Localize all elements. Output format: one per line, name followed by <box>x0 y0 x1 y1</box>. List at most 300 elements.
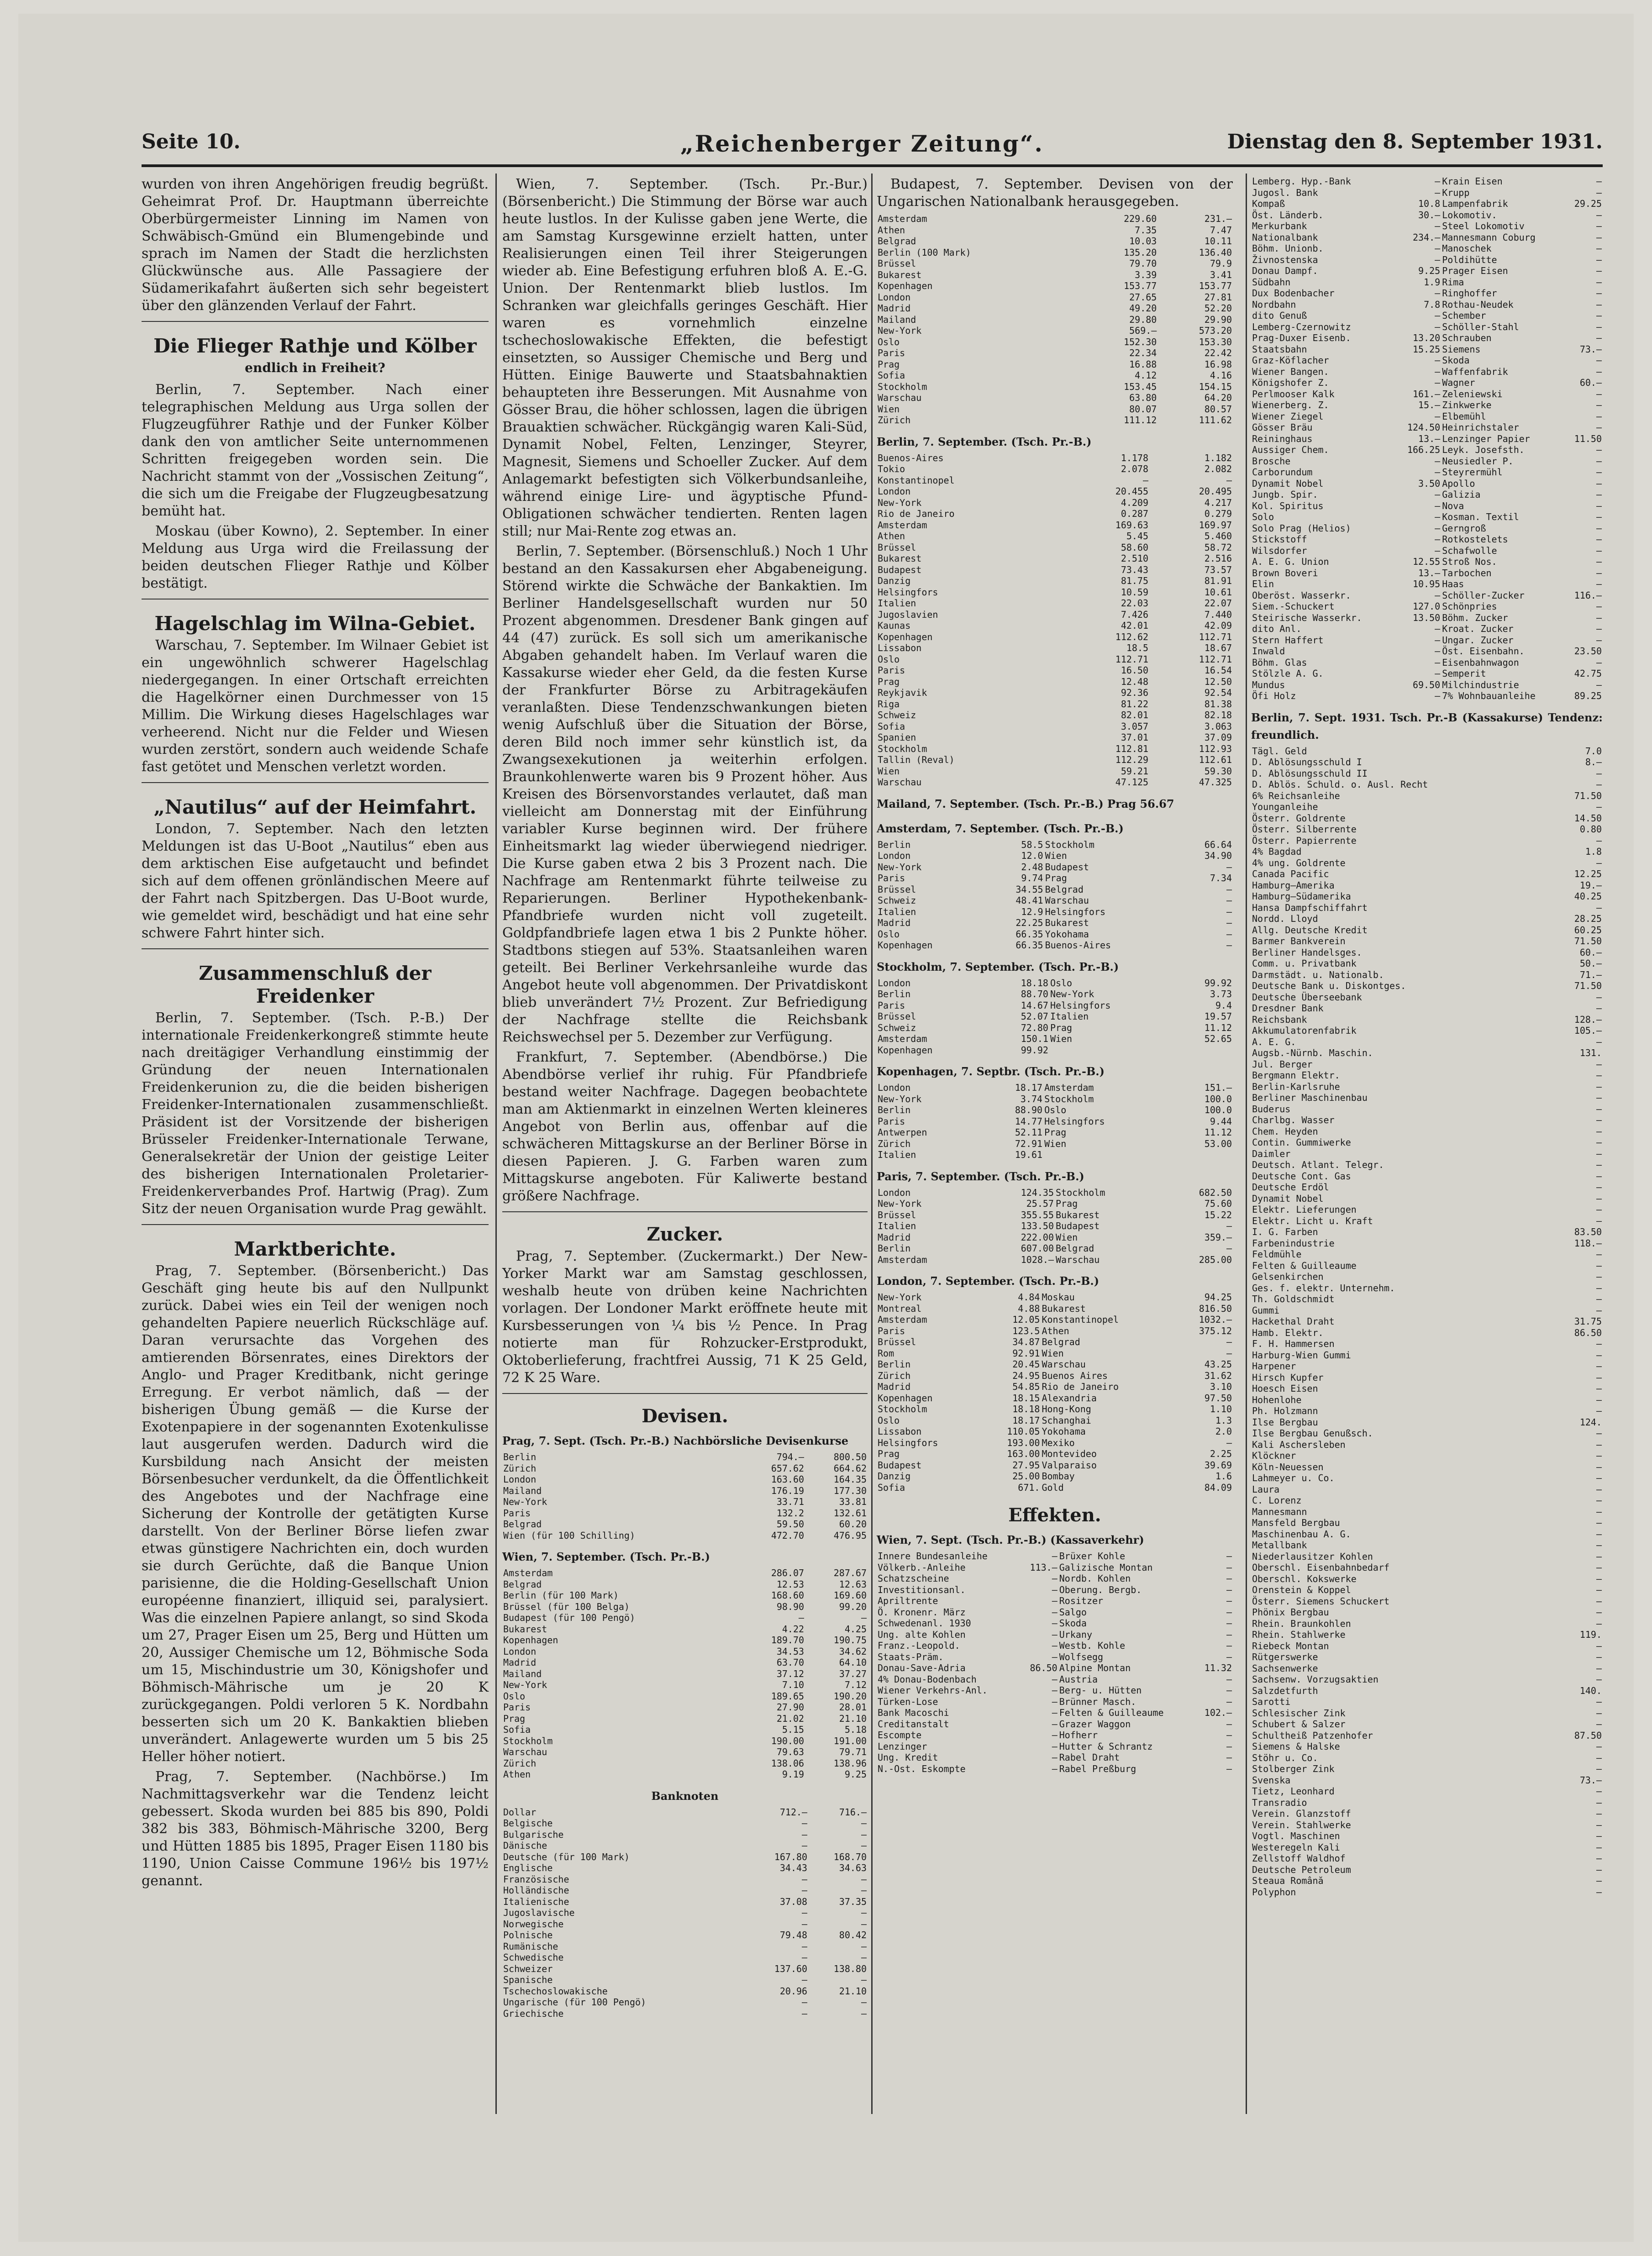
table-cell: Schember <box>1442 310 1486 321</box>
table-cell: D. Ablösungsschuld II <box>1252 768 1368 779</box>
column-2 <box>502 176 868 2019</box>
table-cell: 18.17 <box>1015 1082 1043 1093</box>
table-cell: 73.43 <box>1121 564 1149 575</box>
table-row <box>877 1359 1233 1370</box>
table-cell: 18.18 <box>1012 1404 1040 1415</box>
table-row <box>502 1930 868 1941</box>
table-row <box>1251 668 1603 679</box>
table-cell: Creditanstalt <box>878 1718 949 1730</box>
table-cell: 573.20 <box>1199 325 1232 336</box>
column-divider <box>495 174 497 2114</box>
table-cell: Berlin <box>503 1451 537 1462</box>
table-row <box>877 486 1233 497</box>
table-cell: — <box>1226 1437 1232 1448</box>
table-cell: Kompaß <box>1252 198 1285 209</box>
table-cell: Zeleniewski <box>1442 388 1503 400</box>
table-cell: 22.25 <box>1015 917 1043 928</box>
table-row <box>877 542 1233 553</box>
table-cell: Prag <box>878 1448 900 1459</box>
table-row <box>1251 612 1603 624</box>
table-cell: 4.25 <box>844 1623 867 1635</box>
table-cell: Haas <box>1442 578 1464 589</box>
table-row <box>502 1646 868 1657</box>
table-cell: Rothau-Neudek <box>1442 299 1514 310</box>
section-title-effekten: Effekten. <box>1008 1504 1101 1526</box>
table-cell: Stockholm <box>1055 1187 1105 1198</box>
table-row <box>1251 556 1603 568</box>
table-cell: 66.64 <box>1204 839 1232 850</box>
table-devisen-prag <box>502 1451 868 1541</box>
table-cell: — <box>1435 366 1441 377</box>
table-row <box>502 1724 868 1735</box>
table-cell: Hong-Kong <box>1042 1404 1091 1415</box>
table-cell: Aussiger Chem. <box>1252 444 1329 455</box>
table-cell: — <box>1596 467 1602 478</box>
table-cell: Rima <box>1442 276 1464 288</box>
table-cell: — <box>1596 243 1602 254</box>
table-cell: Prag <box>878 676 900 687</box>
table-cell: 92.54 <box>1204 687 1232 698</box>
table-cell: Italien <box>878 1220 916 1231</box>
table-cell: Verein. Stahlwerke <box>1252 1819 1351 1830</box>
table-cell: — <box>1596 556 1602 567</box>
table-cell: Bukarest <box>503 1623 547 1635</box>
table-row <box>877 1336 1233 1348</box>
table-cell: 12.50 <box>1204 676 1232 687</box>
table-cell: Brüssel <box>878 258 916 269</box>
table-cell: 15.25 <box>1412 343 1441 355</box>
table-cell: Amsterdam <box>878 213 927 224</box>
table-cell: 0.287 <box>1121 508 1149 519</box>
table-cell: Galizische Montan <box>1059 1562 1153 1573</box>
table-cell: 7.35 <box>1135 224 1157 236</box>
table-cell: 58.72 <box>1204 542 1232 553</box>
table-cell: 138.96 <box>833 1757 867 1769</box>
table-cell: 12.25 <box>1574 868 1602 879</box>
table-row <box>502 1941 868 1952</box>
table-cell: 52.11 <box>1015 1127 1043 1138</box>
table-row <box>1251 321 1603 333</box>
table-row <box>877 404 1233 415</box>
table-cell: Staats-Präm. <box>878 1651 944 1662</box>
table-cell: Oslo <box>878 336 900 347</box>
table-cell: — <box>1596 1696 1602 1707</box>
table-cell: dito Anl. <box>1252 623 1302 634</box>
table-cell: 18.17 <box>1012 1415 1040 1426</box>
table-cell: 153.30 <box>1199 336 1232 347</box>
table-cell: 10.59 <box>1121 586 1149 598</box>
table-cell: Kopenhagen <box>878 1044 933 1056</box>
table-cell: Belgrad <box>503 1519 542 1530</box>
table-cell: 20.495 <box>1199 486 1232 497</box>
table-cell: 66.35 <box>1015 928 1043 940</box>
table-cell: Wien <box>1050 1033 1073 1044</box>
table-cell: 10.11 <box>1204 236 1232 247</box>
table-cell: — <box>1596 209 1602 221</box>
table-cell: Elbemühl <box>1442 410 1486 422</box>
table-cell: — <box>1596 332 1602 343</box>
table-cell: Th. Goldschmidt <box>1252 1294 1335 1304</box>
table-row <box>877 665 1233 676</box>
table-cell: 164.35 <box>833 1474 867 1485</box>
table-cell: Paris <box>878 999 905 1011</box>
table-cell: Madrid <box>503 1657 537 1668</box>
table-cell: Amsterdam <box>878 1254 927 1265</box>
table-cell: — <box>1596 1584 1602 1595</box>
table-cell: — <box>1596 1058 1602 1070</box>
table-cell: 111.12 <box>1124 415 1157 426</box>
table-cell: Budapest <box>878 564 922 575</box>
table-berlin-kassakurse <box>1251 746 1603 1898</box>
table-row <box>1251 467 1603 478</box>
table-cell: — <box>1596 1372 1602 1383</box>
table-cell: New-York <box>878 325 922 336</box>
table-cell: 716.— <box>839 1806 867 1818</box>
table-row <box>1251 545 1603 557</box>
table-row <box>502 1679 868 1691</box>
table-cell: 4% Bagdad <box>1252 846 1302 857</box>
table-cell: A. E. G. Union <box>1252 556 1329 567</box>
table-row <box>502 1567 868 1579</box>
table-cell: 167.80 <box>774 1851 808 1862</box>
table-cell: 119. <box>1579 1629 1602 1640</box>
table-cell: Hutter & Schrantz <box>1059 1741 1153 1752</box>
table-cell: — <box>1435 288 1441 299</box>
table-row <box>1251 1305 1603 1316</box>
table-cell: Oberschl. Eisenbahnbedarf <box>1252 1562 1390 1573</box>
table-cell: Ph. Holzmann <box>1252 1405 1318 1416</box>
table-cell: 84.09 <box>1204 1482 1232 1493</box>
table-cell: Helsingfors <box>1050 999 1111 1011</box>
table-cell: 50.— <box>1579 958 1602 969</box>
table-cell: 1.182 <box>1204 452 1232 463</box>
table-cell: Manoschek <box>1442 243 1492 254</box>
table-cell: 63.80 <box>1129 392 1157 403</box>
table-cell: — <box>1435 355 1441 366</box>
table-cell: Bukarest <box>1045 917 1089 928</box>
table-berlin <box>877 452 1233 788</box>
table-row <box>877 1022 1233 1034</box>
table-row <box>1251 857 1603 869</box>
table-cell: Italien <box>878 598 916 609</box>
table-row <box>1251 1036 1603 1048</box>
table-row <box>1251 221 1603 232</box>
table-cell: 153.77 <box>1124 280 1157 291</box>
table-cell: Bukarest <box>1055 1209 1100 1220</box>
table-cell: Perlmooser Kalk <box>1252 388 1335 400</box>
table-row <box>877 587 1233 598</box>
table-row <box>877 721 1233 732</box>
table-cell: Bombay <box>1042 1471 1075 1482</box>
table-row <box>877 687 1233 699</box>
table-cell: Skoda <box>1059 1618 1087 1629</box>
table-cell: 18.18 <box>1021 977 1048 989</box>
table-cell: — <box>1052 1551 1057 1562</box>
table-row <box>1251 1584 1603 1596</box>
table-row <box>1251 590 1603 601</box>
table-cell: — <box>1435 455 1441 467</box>
table-cell: 177.30 <box>833 1485 867 1496</box>
table-cell: Ges. f. elektr. Unternehm. <box>1252 1282 1395 1294</box>
table-cell: 37.35 <box>839 1896 867 1907</box>
table-cell: Moskau <box>1042 1292 1075 1303</box>
table-row <box>1251 1517 1603 1529</box>
table-cell: 10.8 <box>1418 198 1441 209</box>
table-row <box>877 508 1233 520</box>
table-cell: Berlin-Karlsruhe <box>1252 1081 1340 1092</box>
table-cell: — <box>861 1612 867 1623</box>
table-row <box>877 654 1233 665</box>
table-row <box>877 1116 1233 1127</box>
table-cell: Contin. Gummiwerke <box>1252 1137 1351 1148</box>
table-cell: Salgo <box>1059 1606 1087 1618</box>
table-cell: 92.91 <box>1012 1347 1040 1359</box>
table-cell: — <box>802 1829 808 1840</box>
table-cell: 657.62 <box>771 1462 805 1474</box>
table-cell: Wienerberg. Z. <box>1252 400 1329 410</box>
table-paris <box>877 1187 1233 1266</box>
table-cell: Mannesmann Coburg <box>1442 231 1536 243</box>
table-cell: 375.12 <box>1199 1325 1232 1336</box>
table-cell: — <box>1226 1730 1232 1741</box>
table-cell: — <box>1596 1405 1602 1416</box>
table-row <box>1251 1405 1603 1417</box>
table-cell: — <box>1596 221 1602 231</box>
table-cell: Lissabon <box>878 1426 922 1437</box>
table-cell: Dollar <box>503 1806 537 1818</box>
table-cell: Dux Bodenbacher <box>1252 288 1335 299</box>
table-cell: Niederlausitzer Kohlen <box>1252 1551 1373 1562</box>
table-cell: — <box>1596 902 1602 913</box>
table-effekten-wien <box>877 1551 1233 1774</box>
table-cell <box>1174 1045 1233 1056</box>
table-cell: 3.10 <box>1210 1381 1232 1392</box>
table-row <box>1251 992 1603 1003</box>
table-row <box>1251 1294 1603 1305</box>
newspaper-page <box>18 14 1634 2242</box>
table-cell: Elektr. Licht u. Kraft <box>1252 1215 1373 1226</box>
table-cell: 110.05 <box>1007 1426 1040 1437</box>
table-cell: Stroß Nos. <box>1442 556 1497 567</box>
table-row <box>1251 779 1603 790</box>
table-row <box>1251 768 1603 779</box>
table-cell: Kopenhagen <box>878 631 933 642</box>
table-row <box>502 1885 868 1896</box>
table-row <box>1251 1271 1603 1283</box>
table-row <box>1251 1719 1603 1730</box>
table-cell: 58.5 <box>1021 839 1043 850</box>
table-cell: Köln-Neuessen <box>1252 1461 1324 1472</box>
table-row <box>877 598 1233 609</box>
table-cell: 16.98 <box>1204 358 1232 370</box>
table-cell: 40.25 <box>1574 891 1602 902</box>
table-cell: Österr. Siemens Schuckert <box>1252 1595 1390 1607</box>
table-cell: — <box>1435 534 1441 545</box>
table-cell: — <box>1596 1573 1602 1584</box>
table-cell: 6% Reichsanleihe <box>1252 790 1340 801</box>
table-cell: 191.00 <box>833 1735 867 1746</box>
table-cell: 800.50 <box>833 1451 867 1462</box>
table-cell: — <box>1596 1741 1602 1752</box>
table-row <box>877 884 1233 895</box>
table-cell: 7.8 <box>1424 299 1441 310</box>
table-row <box>1251 377 1603 389</box>
table-cell: — <box>1596 455 1602 467</box>
table-cell: 33.81 <box>839 1496 867 1507</box>
table-row <box>1251 947 1603 958</box>
table-cell: 0.279 <box>1204 508 1232 519</box>
table-cell: Donau-Save-Adria <box>878 1662 966 1673</box>
table-row <box>877 1033 1233 1045</box>
table-row <box>1251 1350 1603 1361</box>
table-cell: 34.53 <box>776 1646 805 1657</box>
table-cell: Nordb. Kohlen <box>1059 1573 1131 1584</box>
table-cell: Stolberger Zink <box>1252 1763 1335 1774</box>
table-row <box>1251 801 1603 813</box>
table-cell: Rio de Janeiro <box>1042 1381 1119 1392</box>
table-cell: Madrid <box>878 917 911 928</box>
table-row <box>502 1963 868 1975</box>
table-cell: 132.61 <box>833 1507 867 1519</box>
table-cell: — <box>1596 601 1602 612</box>
table-cell: Kopenhagen <box>878 940 933 951</box>
table-cell: — <box>1226 474 1232 486</box>
table-cell: Wiener Ziegel <box>1252 410 1324 422</box>
table-cell: F. H. Hammersen <box>1252 1338 1335 1349</box>
table-cell: 42.01 <box>1121 620 1149 631</box>
table-cell: Lenzinger Papier <box>1442 433 1530 444</box>
table-cell: Ilse Bergbau Genußsch. <box>1252 1428 1373 1439</box>
table-row <box>877 710 1233 721</box>
table-cell: Südbahn <box>1252 276 1291 288</box>
table-cell: — <box>1596 1483 1602 1495</box>
table-cell: — <box>802 2008 808 2019</box>
table-cell: 19.— <box>1579 879 1602 891</box>
table-row <box>1251 1260 1603 1272</box>
table-cell: Schweiz <box>878 895 916 906</box>
table-title: Banknoten <box>651 1789 719 1803</box>
table-cell: 190.20 <box>833 1690 867 1702</box>
table-row <box>877 415 1233 426</box>
table-cell: — <box>1052 1618 1057 1629</box>
table-cell: 42.09 <box>1204 620 1232 631</box>
table-cell: Svenska <box>1252 1774 1291 1786</box>
table-cell: — <box>1596 1618 1602 1629</box>
table-cell: 97.50 <box>1204 1392 1232 1404</box>
table-cell: Oslo <box>878 653 900 665</box>
table-cell: 19.57 <box>1204 1011 1232 1022</box>
table-cell: Felten & Guilleaume <box>1059 1707 1164 1718</box>
table-cell: — <box>1596 1528 1602 1540</box>
table-cell: Jugoslavische <box>503 1907 575 1918</box>
table-row <box>1251 969 1603 981</box>
table-cell: — <box>1226 895 1232 906</box>
table-cell: 20.45 <box>1012 1359 1040 1370</box>
table-cell: Schrauben <box>1442 332 1492 343</box>
table-cell: Apollo <box>1442 478 1475 489</box>
table-cell: 9.19 <box>782 1769 805 1780</box>
table-cell: Prager Eisen <box>1442 265 1508 276</box>
table-row <box>1251 891 1603 902</box>
table-cell: Tägl. Geld <box>1252 745 1307 757</box>
table-cell: Warschau <box>1055 1254 1100 1265</box>
table-row <box>877 917 1233 929</box>
table-row <box>1251 344 1603 355</box>
table-cell: Danzig <box>878 575 911 586</box>
table-cell: 5.15 <box>782 1724 805 1735</box>
table-cell: 21.02 <box>776 1713 805 1724</box>
table-cell: Spanien <box>878 732 916 743</box>
table-cell: Rhein. Braunkohlen <box>1252 1618 1351 1629</box>
table-row <box>877 676 1233 688</box>
table-cell: — <box>1226 1640 1232 1651</box>
table-row <box>1251 299 1603 310</box>
table-cell: 29.90 <box>1204 314 1232 325</box>
header-rule <box>142 164 1603 167</box>
table-row <box>877 1482 1233 1493</box>
table-cell: — <box>1596 1875 1602 1886</box>
table-cell: Canada Pacific <box>1252 868 1329 879</box>
table-cell: Amsterdam <box>878 1314 927 1325</box>
table-cell: 112.61 <box>1199 754 1232 765</box>
table-cell: 128.— <box>1574 1014 1602 1025</box>
table-cell: 3.39 <box>1135 269 1157 280</box>
table-cell: Chem. Heyden <box>1252 1125 1318 1137</box>
table-cell: 12.63 <box>839 1578 867 1590</box>
table-cell: — <box>1052 1730 1057 1741</box>
table-cell: — <box>1596 1249 1602 1260</box>
table-row <box>877 1573 1233 1584</box>
table-row <box>1251 1394 1603 1406</box>
table-row <box>877 1707 1233 1719</box>
table-row <box>877 1685 1233 1696</box>
table-cell: Böhm. Zucker <box>1442 612 1508 623</box>
table-row <box>1251 1887 1603 1898</box>
table-cell: 75.60 <box>1204 1198 1232 1209</box>
table-cell: Mundus <box>1252 679 1285 690</box>
table-row <box>877 1303 1233 1315</box>
table-cell: 7.47 <box>1210 224 1232 236</box>
table-cell: 14.50 <box>1574 812 1602 824</box>
table-row <box>1251 243 1603 254</box>
table-cell <box>1049 1045 1174 1056</box>
table-cell: Prag <box>1044 1127 1067 1138</box>
table-row <box>877 280 1233 292</box>
table-cell: — <box>1596 1003 1602 1014</box>
table-cell: Belgrad <box>1045 883 1084 895</box>
table-cell: 79.63 <box>776 1746 805 1757</box>
table-cell: 28.01 <box>839 1702 867 1713</box>
table-cell: Oslo <box>878 1415 900 1426</box>
table-cell: Schwedenanl. 1930 <box>878 1618 971 1629</box>
table-cell: Schultheiß Patzenhofer <box>1252 1730 1373 1741</box>
table-cell: London <box>503 1646 537 1657</box>
table-cell: Böhm. Unionb. <box>1252 243 1324 254</box>
table-cell: Maschinenbau A. G. <box>1252 1528 1351 1540</box>
table-london <box>877 1292 1233 1493</box>
table-cell: Harburg-Wien Gummi <box>1252 1349 1351 1361</box>
table-cell: 99.92 <box>1204 977 1232 989</box>
table-cell: 140. <box>1579 1685 1602 1696</box>
table-cell: Rabel Preßburg <box>1059 1763 1136 1774</box>
table-cell: Stickstoff <box>1252 534 1307 545</box>
table-cell: Apriltrente <box>878 1595 938 1606</box>
table-cell: Harpener <box>1252 1361 1296 1372</box>
table-cell: Younganleihe <box>1252 801 1318 812</box>
table-cell: N.-Ost. Eskompte <box>878 1763 966 1774</box>
table-cell: 816.50 <box>1199 1303 1232 1314</box>
table-row <box>1251 534 1603 545</box>
